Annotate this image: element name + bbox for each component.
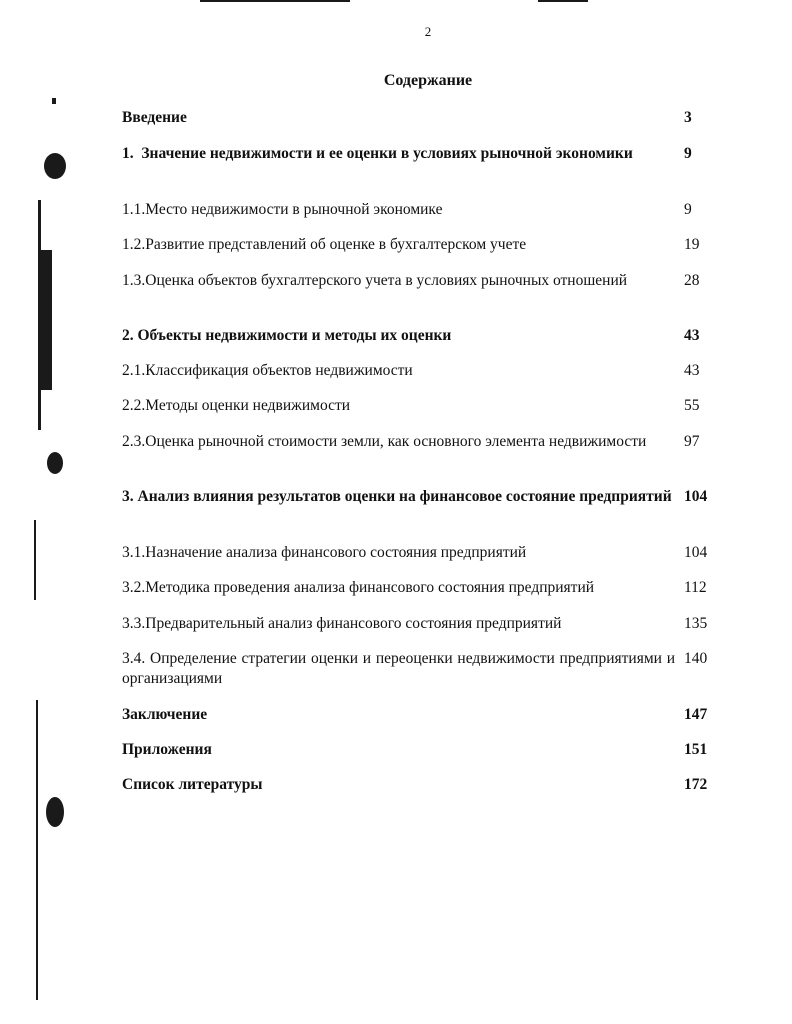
- toc-entry[interactable]: [122, 705, 722, 725]
- toc-entry-page: 112: [684, 579, 707, 596]
- toc-entry-text: 2.3.Оценка рыночной стоимости земли, как основного элемента недвижимости: [122, 433, 647, 450]
- scan-artifact-blot: [46, 797, 64, 827]
- scan-artifact-streak: [36, 700, 38, 1000]
- toc-entry-page: 19: [684, 236, 700, 253]
- toc-entry-text: Список литературы: [122, 776, 263, 793]
- toc-entry-text: 1.1.Место недвижимости в рыночной экономике: [122, 201, 443, 218]
- scan-artifact-top-line-left: [200, 0, 350, 2]
- scan-artifact-top-line-right: [538, 0, 588, 2]
- scan-artifact-streak-thick: [40, 250, 52, 390]
- toc-entry[interactable]: [122, 108, 722, 128]
- toc-entry-text: 3.2.Методика проведения анализа финансового состояния предприятий: [122, 579, 595, 596]
- toc-entry-page: 43: [684, 327, 700, 344]
- toc-entry[interactable]: [122, 649, 722, 689]
- toc-entry-text: Введение: [122, 109, 187, 126]
- toc-entry-text: 2.1.Классификация объектов недвижимости: [122, 362, 413, 379]
- toc-entry-page: 97: [684, 433, 700, 450]
- toc-entry[interactable]: [122, 235, 722, 255]
- toc-entry[interactable]: [122, 361, 722, 381]
- toc-entry[interactable]: [122, 396, 722, 416]
- toc-entry[interactable]: [122, 614, 722, 634]
- toc-entry[interactable]: [122, 543, 722, 563]
- toc-entry-page: 9: [684, 201, 692, 218]
- toc-entry-text: 3. Анализ влияния результатов оценки на финансовое состояние предприятий: [122, 488, 672, 505]
- toc-entry-page: 140: [684, 650, 708, 667]
- toc-entry[interactable]: [122, 487, 722, 507]
- toc-entry-page: 151: [684, 741, 708, 758]
- toc-entry-text: 2. Объекты недвижимости и методы их оценки: [122, 327, 452, 344]
- toc-entry-text: 3.3.Предварительный анализ финансового состояния предприятий: [122, 615, 562, 632]
- scan-artifact-dot: [52, 98, 56, 104]
- toc-entry-page: 9: [684, 145, 692, 162]
- toc-entry-page: 104: [684, 544, 708, 561]
- page-number: 2: [424, 24, 432, 39]
- toc-entry-page: 55: [684, 397, 700, 414]
- toc-entry-text: 1.2.Развитие представлений об оценке в бухгалтерском учете: [122, 236, 527, 253]
- toc-entry-text: 3.1.Назначение анализа финансового состояния предприятий: [122, 544, 527, 561]
- scan-artifact-blot: [47, 452, 63, 474]
- toc-entry-text: 3.4. Определение стратегии оценки и переоценки недвижимости предприятиями и организациями: [122, 650, 675, 687]
- toc-entry-page: 28: [684, 272, 700, 289]
- toc-entry-page: 147: [684, 706, 708, 723]
- toc-entry[interactable]: [122, 432, 722, 452]
- toc-entry-text: Заключение: [122, 706, 208, 723]
- toc-entry[interactable]: [122, 740, 722, 760]
- toc-entry[interactable]: [122, 271, 722, 291]
- toc-entry-page: 172: [684, 776, 708, 793]
- scan-artifact-blot: [44, 153, 66, 179]
- toc-entry[interactable]: [122, 200, 722, 220]
- scan-artifact-streak: [34, 520, 36, 600]
- toc-entry[interactable]: [122, 578, 722, 598]
- toc-entry[interactable]: [122, 326, 722, 346]
- toc-entry-text: 1. Значение недвижимости и ее оценки в условиях рыночной экономики: [122, 145, 633, 162]
- toc-entry-text: 1.3.Оценка объектов бухгалтерского учета в условиях рыночных отношений: [122, 272, 628, 289]
- toc-entry-text: 2.2.Методы оценки недвижимости: [122, 397, 351, 414]
- toc-entry-page: 104: [684, 488, 708, 505]
- toc-entry[interactable]: [122, 144, 722, 164]
- page-title: Содержание: [383, 72, 473, 89]
- toc-entry-text: Приложения: [122, 741, 212, 758]
- toc-entry-page: 135: [684, 615, 708, 632]
- toc-entry-page: 3: [684, 109, 692, 126]
- toc-entry[interactable]: [122, 775, 722, 795]
- toc-entry-page: 43: [684, 362, 700, 379]
